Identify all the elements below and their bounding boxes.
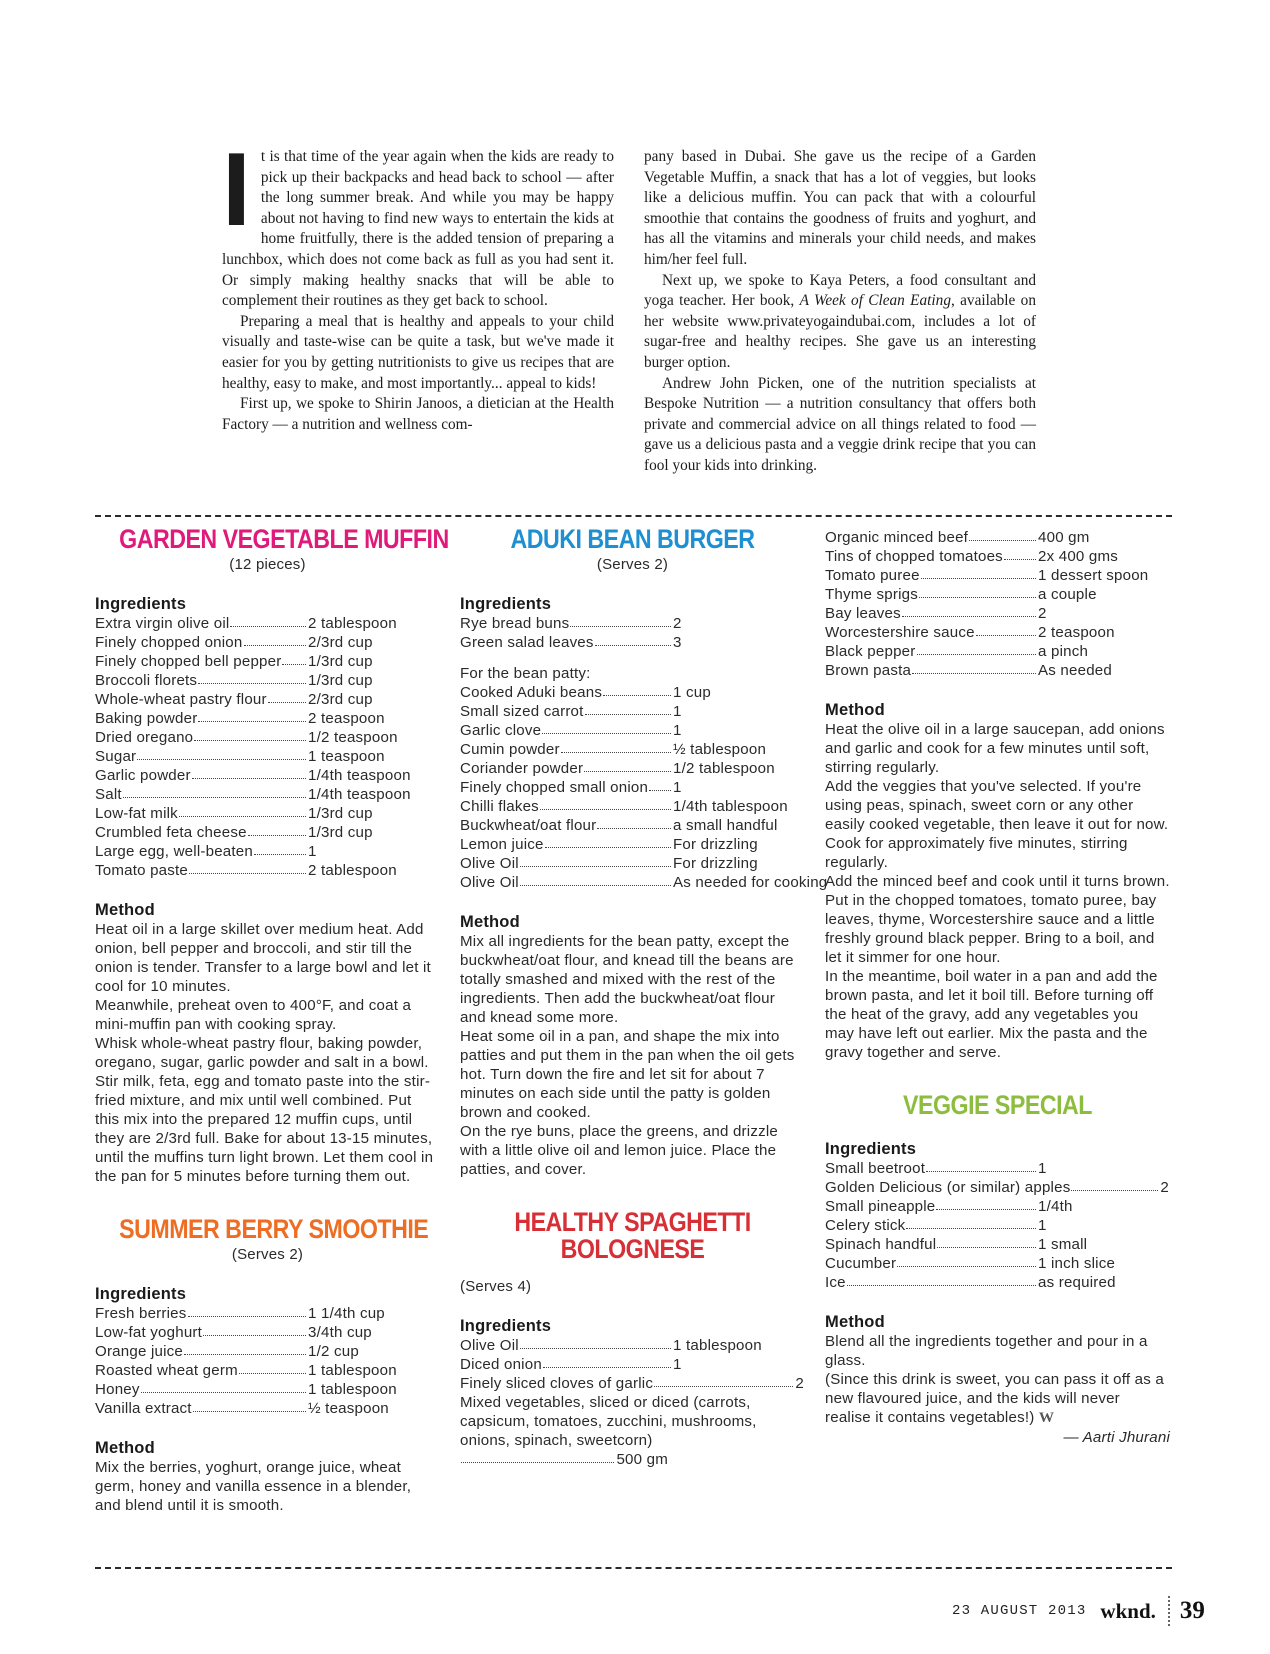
ingredient-list xyxy=(95,1304,440,1418)
ingredient-name: Mixed vegetables, sliced or diced (carrots, capsicum, tomatoes, zucchini, mushrooms, onions, spinach, sweetcorn) xyxy=(460,1394,757,1449)
dot-leader xyxy=(542,721,671,734)
ingredient-quantity: 1/4th teaspoon xyxy=(308,786,411,803)
ingredient-row xyxy=(460,854,805,873)
ingredient-name: Large egg, well-beaten xyxy=(95,843,253,860)
ingredient-row xyxy=(460,721,805,740)
ingredient-name: Celery stick xyxy=(825,1217,906,1234)
ingredient-row xyxy=(460,778,805,797)
ingredient-name: Cumin powder xyxy=(460,741,560,758)
ingredient-name: Golden Delicious (or similar) apples xyxy=(825,1179,1071,1196)
ingredient-row xyxy=(825,623,1170,642)
page-footer xyxy=(952,1596,1205,1626)
recipe-title: SUMMER BERRY SMOOTHIE xyxy=(119,1214,429,1244)
dot-leader xyxy=(193,1399,306,1412)
ingredient-quantity: 1/4th tablespoon xyxy=(673,798,788,815)
ingredient-name: Fresh berries xyxy=(95,1305,187,1322)
ingredient-row xyxy=(95,823,440,842)
ingredient-row xyxy=(460,759,805,778)
dot-leader xyxy=(268,690,306,703)
ingredient-name: Low-fat yoghurt xyxy=(95,1324,203,1341)
ingredient-quantity: 3 xyxy=(673,634,682,651)
column-burger-spaghetti xyxy=(460,524,828,1469)
ingredient-row xyxy=(825,1178,1170,1197)
intro-paragraph-2: Preparing a meal that is healthy and appeals to your child visually and taste-wise can be quite a task, but we've made it easier for you by getting nutritionists to give us recipes that are healthy, easy to make, and most importantly... appeal to kids! xyxy=(222,312,614,392)
dot-leader xyxy=(244,633,307,646)
ingredients-heading: Ingredients xyxy=(460,595,552,613)
ingredient-row xyxy=(95,728,440,747)
method-heading: Method xyxy=(95,1439,155,1457)
ingredient-name: Thyme sprigs xyxy=(825,586,918,603)
dot-leader xyxy=(123,785,306,798)
ingredient-quantity: 2 teaspoon xyxy=(308,710,385,727)
recipe-title-line-2: BOLOGNESE xyxy=(560,1234,705,1264)
ingredient-quantity: 1 1/4th cup xyxy=(308,1305,385,1322)
ingredient-row xyxy=(95,842,440,861)
ingredient-row xyxy=(825,1159,1170,1178)
ingredient-quantity: 2/3rd cup xyxy=(308,634,373,651)
ingredient-name: Finely chopped bell pepper xyxy=(95,653,282,670)
ingredient-name: Garlic clove xyxy=(460,722,542,739)
method-text: Mix all ingredients for the bean patty, except the buckwheat/oat flour, and knead till the beans are totally smashed and mixed with the rest of the ingredients. Then add the buckwheat/oat flour and knead some more. Heat some oil in a pan, and shape the mix into patties and put them in the pan when the oil gets hot. Turn down the fire and let sit for about 7 minutes on each side until the patty is golden brown and cooked. On the rye buns, place the greens, and drizzle with a little olive oil and lemon juice. Place the patties, and cover. xyxy=(460,933,795,1178)
ingredient-list xyxy=(460,614,805,652)
ingredient-row xyxy=(825,1235,1170,1254)
ingredient-row xyxy=(825,585,1170,604)
ingredient-quantity: As needed xyxy=(1038,662,1112,679)
dot-leader xyxy=(561,740,671,753)
ingredient-name: Roasted wheat germ xyxy=(95,1362,238,1379)
ingredient-quantity: As needed for cooking xyxy=(673,874,828,891)
ingredient-row xyxy=(460,873,828,892)
book-title: A Week of Clean Eating xyxy=(799,292,951,310)
ingredient-name: Baking powder xyxy=(95,710,198,727)
author-credit: — Aarti Jhurani xyxy=(1063,1429,1170,1446)
ingredient-list xyxy=(460,1336,805,1469)
ingredient-name: Spinach handful xyxy=(825,1236,937,1253)
ingredient-name: Green salad leaves xyxy=(460,634,594,651)
dot-leader xyxy=(912,661,1036,674)
ingredient-row xyxy=(95,747,440,766)
ingredient-quantity: 1 xyxy=(673,1356,682,1373)
ingredient-quantity: a pinch xyxy=(1038,643,1089,660)
recipe-serves: (Serves 4) xyxy=(460,1278,532,1295)
dot-leader xyxy=(188,1304,306,1317)
dot-leader xyxy=(926,1159,1036,1172)
ingredient-name: Tomato paste xyxy=(95,862,189,879)
ingredient-row xyxy=(460,797,805,816)
patty-ingredient-list xyxy=(460,683,828,892)
method-text: Heat the olive oil in a large saucepan, add onions and garlic and cook for a few minutes until soft, stirring regularly. Add the veggies that you've selected. If you're using peas, spinach, sweet corn or any other easily cooked vegetable, then leave it out for now. Cook for approximately five minutes, stirring regularly. Add the minced beef and cook until it turns brown. Put in the chopped tomatoes, tomato puree, bay leaves, thyme, Worcestershire sauce and a little freshly ground black pepper. Bring to a boil, and let it simmer for one hour. In the meantime, boil water in a pan and add the brown pasta, and let it boil till. Before turning off the heat of the gravy, add any vegetables you may have left out earlier. Mix the pasta and the gravy together and serve. xyxy=(825,721,1170,1061)
dot-leader xyxy=(585,702,671,715)
intro-paragraph-1: It is that time of the year again when the kids are ready to pick up their backpacks and head back to school — after the long summer break. And while you may be happy about not having to find new ways to entertain the kids at home fruitfully, there is the added tension of preparing a lunchbox, which does not come back as full as you had sent it. Or simply making healthy snacks that will be able to complement their routines as they get back to school. xyxy=(222,132,614,310)
spaghetti-recipe xyxy=(460,1209,805,1469)
ingredient-row xyxy=(95,671,440,690)
ingredient-quantity: 500 gm xyxy=(616,1451,668,1468)
ingredient-list xyxy=(95,614,440,880)
ingredient-name: Ice xyxy=(825,1274,846,1291)
ingredient-quantity: as required xyxy=(1038,1274,1116,1291)
dot-leader xyxy=(917,642,1036,655)
ingredient-quantity: For drizzling xyxy=(673,855,758,872)
ingredients-heading: Ingredients xyxy=(825,1140,917,1158)
ingredient-quantity: 1/2 tablespoon xyxy=(673,760,775,777)
ingredient-quantity: 1 xyxy=(673,703,682,720)
garden-muffin-recipe xyxy=(95,524,449,1186)
ingredient-name: Finely chopped small onion xyxy=(460,779,649,796)
ingredient-quantity: 1 tablespoon xyxy=(673,1337,762,1354)
ingredient-quantity: 1 dessert spoon xyxy=(1038,567,1149,584)
ingredient-name: Olive Oil xyxy=(460,874,519,891)
ingredient-row xyxy=(460,835,805,854)
ingredient-quantity: a couple xyxy=(1038,586,1097,603)
dot-leader xyxy=(192,766,306,779)
method-text: Mix the berries, yoghurt, orange juice, wheat germ, honey and vanilla essence in a blender, and blend until it is smooth. xyxy=(95,1459,412,1514)
ingredient-quantity: 1 tablespoon xyxy=(308,1362,397,1379)
dot-leader xyxy=(203,1323,306,1336)
dot-leader xyxy=(520,854,671,867)
ingredient-row xyxy=(95,861,440,880)
ingredient-row xyxy=(95,1304,440,1323)
method-heading: Method xyxy=(825,701,885,719)
ingredient-name: Honey xyxy=(95,1381,140,1398)
dot-leader xyxy=(654,1374,793,1387)
ingredient-quantity: 1/4th teaspoon xyxy=(308,767,411,784)
ingredient-name: Finely chopped onion xyxy=(95,634,243,651)
ingredient-name: Dried oregano xyxy=(95,729,194,746)
dot-leader xyxy=(239,1361,306,1374)
ingredient-quantity: 1/2 teaspoon xyxy=(308,729,398,746)
dot-leader xyxy=(584,759,671,772)
dot-leader xyxy=(248,823,306,836)
bottom-dashed-divider xyxy=(95,1567,1172,1569)
ingredient-name: Broccoli florets xyxy=(95,672,198,689)
ingredient-quantity: ½ tablespoon xyxy=(673,741,767,758)
column-spaghetti-veggie xyxy=(825,528,1170,1447)
method-heading: Method xyxy=(95,901,155,919)
dot-leader xyxy=(976,623,1036,636)
ingredient-row xyxy=(460,1374,805,1393)
ingredient-row xyxy=(460,614,805,633)
ingredient-name: Black pepper xyxy=(825,643,916,660)
ingredient-quantity: 1/3rd cup xyxy=(308,824,373,841)
ingredient-row xyxy=(95,633,440,652)
dot-leader xyxy=(919,585,1036,598)
ingredient-name: Worcestershire sauce xyxy=(825,624,975,641)
ingredient-name: Garlic powder xyxy=(95,767,191,784)
recipe-title: ADUKI BEAN BURGER xyxy=(510,524,755,554)
ingredient-quantity: 400 gm xyxy=(1038,529,1090,546)
ingredient-row xyxy=(825,528,1170,547)
ingredient-name: Lemon juice xyxy=(460,836,544,853)
dot-leader xyxy=(570,614,671,627)
ingredient-quantity: 2 xyxy=(1038,605,1047,622)
dot-leader xyxy=(969,528,1036,541)
ingredient-quantity: 2x 400 gms xyxy=(1038,548,1119,565)
ingredient-name: Small beetroot xyxy=(825,1160,926,1177)
ingredient-quantity: 1 xyxy=(1038,1217,1047,1234)
ingredient-quantity: a small handful xyxy=(673,817,778,834)
ingredient-row xyxy=(460,740,805,759)
ingredient-quantity: 1 small xyxy=(1038,1236,1088,1253)
berry-smoothie-recipe xyxy=(95,1216,440,1515)
dot-leader xyxy=(936,1197,1036,1210)
dot-leader xyxy=(198,671,306,684)
dot-leader xyxy=(179,804,306,817)
ingredient-list-continued xyxy=(825,528,1170,680)
ingredient-quantity: 2 tablespoon xyxy=(308,615,397,632)
method-heading: Method xyxy=(825,1313,885,1331)
ingredient-quantity: 2 xyxy=(673,615,682,632)
ingredient-quantity: 1 teaspoon xyxy=(308,748,385,765)
ingredient-name: Orange juice xyxy=(95,1343,183,1360)
recipe-title: VEGGIE SPECIAL xyxy=(903,1090,1092,1120)
ingredient-quantity: 2 xyxy=(795,1375,804,1392)
dot-leader xyxy=(902,604,1036,617)
ingredient-row xyxy=(95,614,440,633)
ingredient-row xyxy=(460,1355,805,1374)
ingredient-name: Vanilla extract xyxy=(95,1400,192,1417)
ingredient-row xyxy=(825,1197,1170,1216)
ingredient-row xyxy=(460,1393,805,1469)
ingredient-row xyxy=(460,1336,805,1355)
intro-paragraph-3: First up, we spoke to Shirin Janoos, a dietician at the Health Factory — a nutrition and wellness com- xyxy=(222,395,614,433)
dot-leader xyxy=(595,633,671,646)
ingredient-name: Small pineapple xyxy=(825,1198,936,1215)
intro-paragraph-6: Andrew John Picken, one of the nutrition specialists at Bespoke Nutrition — a nutrition consultancy that offers both private and commercial advice on all things related to food — gave us a delicious pasta and a veggie drink recipe that you can fool your kids into drinking. xyxy=(644,374,1036,474)
dot-leader xyxy=(543,1355,671,1368)
recipe-title-line-1: HEALTHY SPAGHETTI xyxy=(514,1207,751,1237)
dot-leader xyxy=(141,1380,306,1393)
intro-left-column xyxy=(222,132,614,435)
ingredient-quantity: 1 xyxy=(673,722,682,739)
ingredient-name: Small sized carrot xyxy=(460,703,584,720)
dot-leader xyxy=(847,1273,1036,1286)
ingredient-quantity: 1/2 cup xyxy=(308,1343,359,1360)
ingredient-quantity: 1/4th xyxy=(1038,1198,1073,1215)
ingredient-name: Buckwheat/oat flour xyxy=(460,817,597,834)
ingredient-quantity: 2/3rd cup xyxy=(308,691,373,708)
ingredient-row xyxy=(825,1254,1170,1273)
ingredient-name: Cooked Aduki beans xyxy=(460,684,603,701)
ingredient-name: Cucumber xyxy=(825,1255,897,1272)
ingredients-heading: Ingredients xyxy=(95,1285,187,1303)
dot-leader xyxy=(520,873,671,886)
top-dashed-divider xyxy=(95,515,1172,517)
dot-leader xyxy=(540,797,671,810)
ingredient-row xyxy=(825,547,1170,566)
ingredient-name: Diced onion xyxy=(460,1356,542,1373)
ingredient-name: Extra virgin olive oil xyxy=(95,615,230,632)
ingredient-row xyxy=(95,652,440,671)
dot-leader xyxy=(603,683,671,696)
ingredient-row xyxy=(95,1399,440,1418)
ingredient-name: Whole-wheat pastry flour xyxy=(95,691,267,708)
ingredient-name: Tomato puree xyxy=(825,567,920,584)
intro-paragraph-5: Next up, we spoke to Kaya Peters, a food consultant and yoga teacher. Her book, A Week of Clean Eating, available on her website www.privateyogaindubai.com, includes a lot of sugar-free and healthy recipes. She gave us an interesting burger option. xyxy=(644,271,1036,371)
dot-leader xyxy=(649,778,671,791)
ingredient-quantity: 1 inch slice xyxy=(1038,1255,1116,1272)
ingredient-quantity: 1/3rd cup xyxy=(308,672,373,689)
ingredient-quantity: 2 tablespoon xyxy=(308,862,397,879)
method-text: Blend all the ingredients together and pour in a glass. (Since this drink is sweet, you can pass it off as a new flavoured juice, and the kids will never realise it contains vegetables!) W — Aarti Jhurani xyxy=(825,1333,1170,1446)
ingredient-name: Bay leaves xyxy=(825,605,901,622)
ingredient-row xyxy=(825,642,1170,661)
ingredient-quantity: For drizzling xyxy=(673,836,758,853)
ingredient-quantity: 1 xyxy=(673,779,682,796)
footer-divider xyxy=(1168,1596,1170,1626)
dot-leader xyxy=(230,614,306,627)
ingredient-row xyxy=(460,633,805,652)
ingredient-name: Olive Oil xyxy=(460,1337,519,1354)
ingredient-row xyxy=(95,1361,440,1380)
ingredient-quantity: 1 xyxy=(1038,1160,1047,1177)
ingredient-name: Tins of chopped tomatoes xyxy=(825,548,1003,565)
ingredient-row xyxy=(460,683,805,702)
magazine-logo: wknd. xyxy=(1100,1598,1156,1623)
ingredients-heading: Ingredients xyxy=(95,595,187,613)
dot-leader xyxy=(194,728,306,741)
ingredient-quantity: 1 xyxy=(308,843,317,860)
ingredient-row xyxy=(825,566,1170,585)
ingredient-quantity: 3/4th cup xyxy=(308,1324,372,1341)
recipe-title: GARDEN VEGETABLE MUFFIN xyxy=(119,524,449,554)
ingredient-name: Organic minced beef xyxy=(825,529,969,546)
ingredient-row xyxy=(825,1216,1170,1235)
dot-leader xyxy=(1004,547,1036,560)
ingredient-quantity: 1/3rd cup xyxy=(308,653,373,670)
intro-right-column xyxy=(644,147,1036,477)
ingredient-quantity: ½ teaspoon xyxy=(308,1400,389,1417)
ingredient-name: Coriander powder xyxy=(460,760,584,777)
ingredient-row xyxy=(95,766,440,785)
ingredient-quantity: 1 tablespoon xyxy=(308,1381,397,1398)
dot-leader xyxy=(597,816,671,829)
ingredient-row xyxy=(95,804,440,823)
dot-leader xyxy=(897,1254,1036,1267)
ingredient-row xyxy=(95,690,440,709)
dot-leader xyxy=(520,1336,671,1349)
ingredient-name: Low-fat milk xyxy=(95,805,178,822)
dot-leader xyxy=(906,1216,1036,1229)
drop-cap: I xyxy=(222,132,251,248)
end-mark-logo: W xyxy=(1038,1410,1055,1426)
dot-leader xyxy=(937,1235,1036,1248)
veggie-special-recipe xyxy=(825,1092,1170,1447)
aduki-burger-recipe xyxy=(460,524,828,1179)
method-text: Heat oil in a large skillet over medium heat. Add onion, bell pepper and broccoli, and stir till the onion is tender. Transfer to a large bowl and let it cool for 10 minutes. Meanwhile, preheat oven to 400°F, and coat a mini-muffin pan with cooking spray. Whisk whole-wheat pastry flour, baking powder, oregano, sugar, garlic powder and salt in a bowl. Stir milk, feta, egg and tomato paste into the stir-fried mixture, and mix until well combined. Put this mix into the prepared 12 muffin cups, until they are 2/3rd full. Bake for about 13-15 minutes, until the muffins turn light brown. Let them cool in the pan for 5 minutes before turning them out. xyxy=(95,921,434,1185)
ingredient-quantity: 1 cup xyxy=(673,684,711,701)
ingredient-row xyxy=(95,1380,440,1399)
ingredient-quantity: 2 teaspoon xyxy=(1038,624,1115,641)
ingredient-name: Rye bread buns xyxy=(460,615,570,632)
column-muffin-smoothie xyxy=(95,524,449,1515)
method-heading: Method xyxy=(460,913,520,931)
dot-leader xyxy=(137,747,306,760)
ingredient-row xyxy=(460,816,805,835)
recipe-serves: (Serves 2) xyxy=(596,556,669,573)
ingredient-name: Salt xyxy=(95,786,122,803)
dot-leader xyxy=(254,842,306,855)
ingredient-row xyxy=(95,1342,440,1361)
dot-leader xyxy=(1071,1178,1158,1191)
dot-leader xyxy=(184,1342,306,1355)
intro-paragraph-4: pany based in Dubai. She gave us the recipe of a Garden Vegetable Muffin, a snack that has a lot of veggies, but looks like a delicious muffin. You can pack that with a colourful smoothie that contains the goodness of fruits and yoghurt, and has all the vitamins and minerals your child needs, and makes him/her feel full. xyxy=(644,148,1036,268)
dot-leader xyxy=(461,1450,614,1463)
ingredient-row xyxy=(825,661,1170,680)
ingredient-row xyxy=(95,785,440,804)
ingredient-quantity: 2 xyxy=(1160,1179,1169,1196)
ingredient-row xyxy=(460,702,805,721)
ingredient-list xyxy=(825,1159,1170,1292)
dot-leader xyxy=(198,709,306,722)
dot-leader xyxy=(282,652,306,665)
ingredient-name: Crumbled feta cheese xyxy=(95,824,247,841)
ingredient-name: Finely sliced cloves of garlic xyxy=(460,1375,654,1392)
dot-leader xyxy=(921,566,1036,579)
recipe-serves: (12 pieces) xyxy=(229,556,306,573)
page-number: 39 xyxy=(1179,1597,1205,1624)
patty-subheading: For the bean patty: xyxy=(460,665,591,682)
ingredients-heading: Ingredients xyxy=(460,1317,552,1335)
ingredient-row xyxy=(95,1323,440,1342)
ingredient-row xyxy=(95,709,440,728)
ingredient-name: Brown pasta xyxy=(825,662,912,679)
ingredient-row xyxy=(825,1273,1170,1292)
dot-leader xyxy=(545,835,671,848)
ingredient-quantity: 1/3rd cup xyxy=(308,805,373,822)
ingredient-name: Sugar xyxy=(95,748,137,765)
ingredient-name: Chilli flakes xyxy=(460,798,539,815)
dot-leader xyxy=(189,861,306,874)
ingredient-row xyxy=(825,604,1170,623)
issue-date: 23 AUGUST 2013 xyxy=(952,1603,1087,1619)
recipe-serves: (Serves 2) xyxy=(231,1246,304,1263)
ingredient-name: Olive Oil xyxy=(460,855,519,872)
